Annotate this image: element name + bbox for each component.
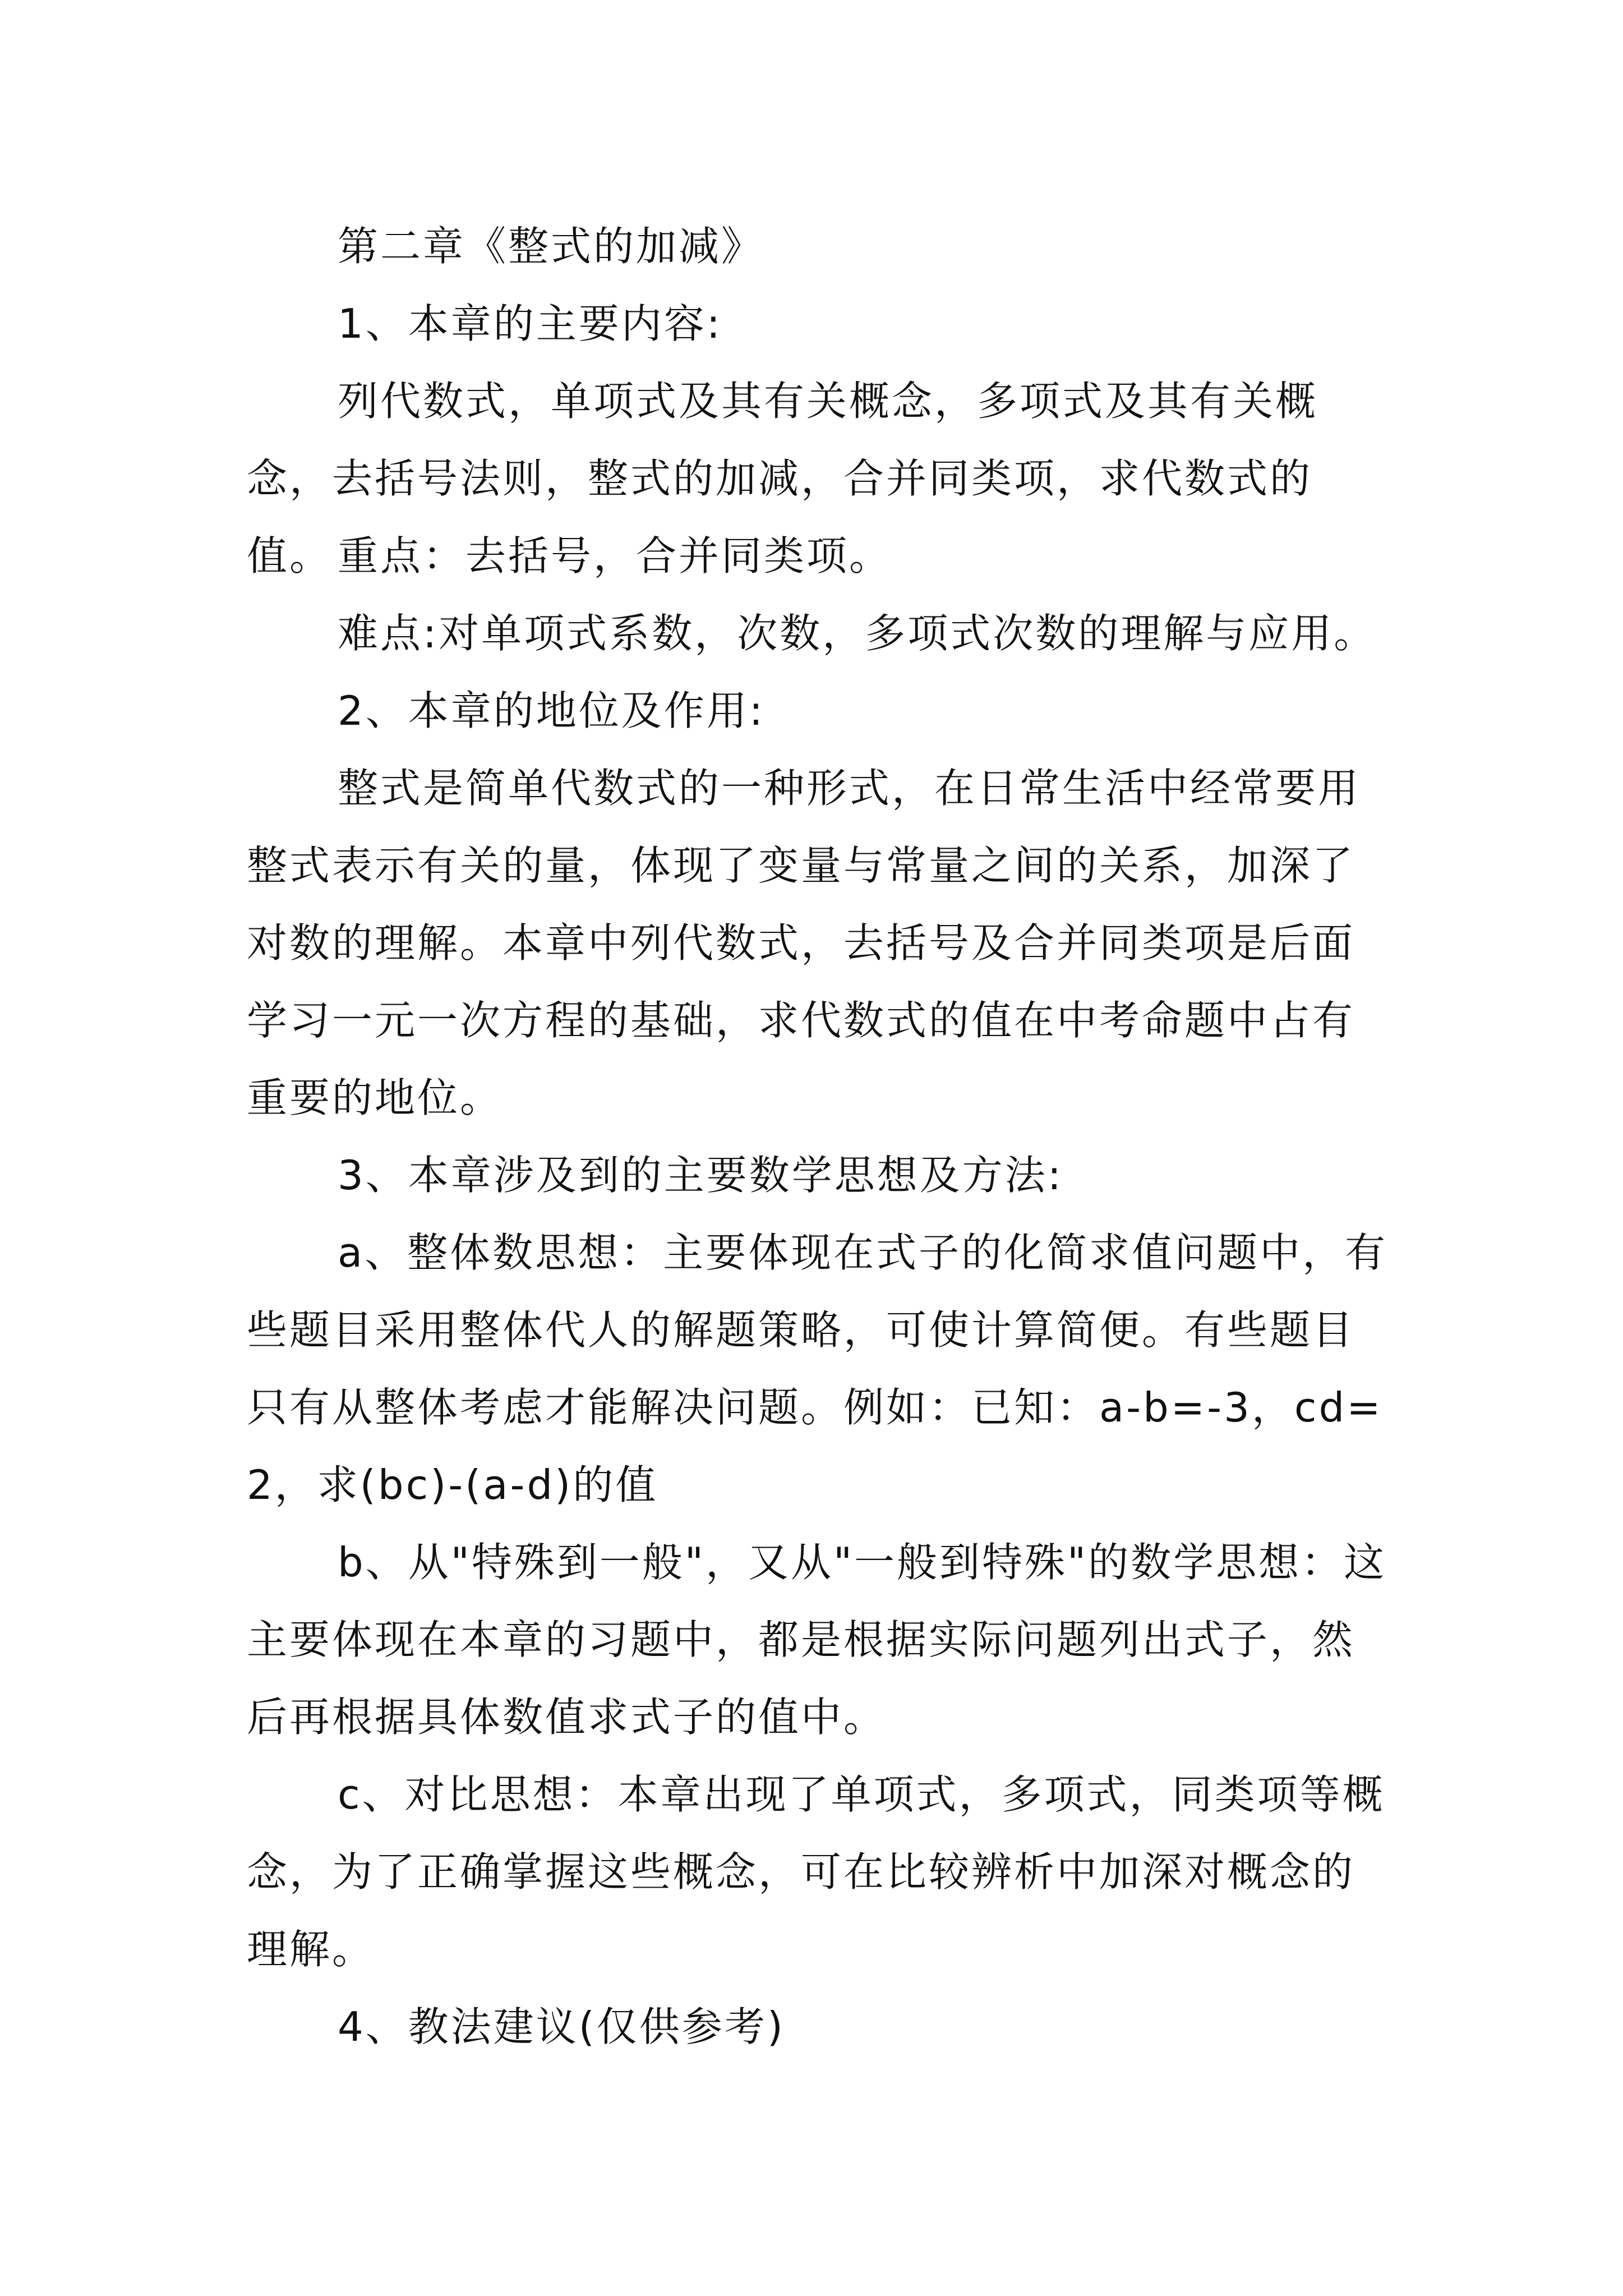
section-heading-main-content: 1、本章的主要内容: xyxy=(338,300,723,347)
paragraph-difficulties: 难点:对单项式系数，次数，多项式次数的理解与应用。 xyxy=(338,610,1377,657)
section-heading-methods: 3、本章涉及到的主要数学思想及方法: xyxy=(338,1152,1064,1199)
section-heading-teaching: 4、教法建议(仅供参考) xyxy=(338,2003,785,2050)
paragraph-role: 整式是简单代数式的一种形式，在日常生活中经常要用整式表示有关的量，体现了变量与常量之间的关系，加深了对数的理解。本章中列代数式，去括号及合并同类项是后面学习一元一次方程的基础，求代数式的值在中考命题中占有重要的地位。 xyxy=(247,765,1361,1121)
paragraph-method-c: c、对比思想：本章出现了单项式，多项式，同类项等概念，为了正确掌握这些概念，可在比较辨析中加深对概念的理解。 xyxy=(247,1771,1385,1973)
chapter-title: 第二章《整式的加减》 xyxy=(338,223,764,270)
paragraph-main-content: 列代数式，单项式及其有关概念，多项式及其有关概念，去括号法则，整式的加减，合并同类项，求代数式的值。 xyxy=(247,378,1318,579)
paragraph-key-points: 重点：去括号，合并同类项。 xyxy=(338,532,892,579)
paragraph-method-a: a、整体数思想：主要体现在式子的化简求值问题中，有些题目采用整体代人的解题策略，可使计算简便。有些题目只有从整体考虑才能解决问题。例如：已知：a-b=-3，cd=2，求(bc)-(a-d)的值 xyxy=(247,1229,1388,1508)
section-heading-role: 2、本章的地位及作用: xyxy=(338,687,766,734)
paragraph-method-b: b、从"特殊到一般"，又从"一般到特殊"的数学思想：这主要体现在本章的习题中，都是根据实际问题列出式子，然后再根据具体数值求式子的值中。 xyxy=(247,1539,1387,1741)
